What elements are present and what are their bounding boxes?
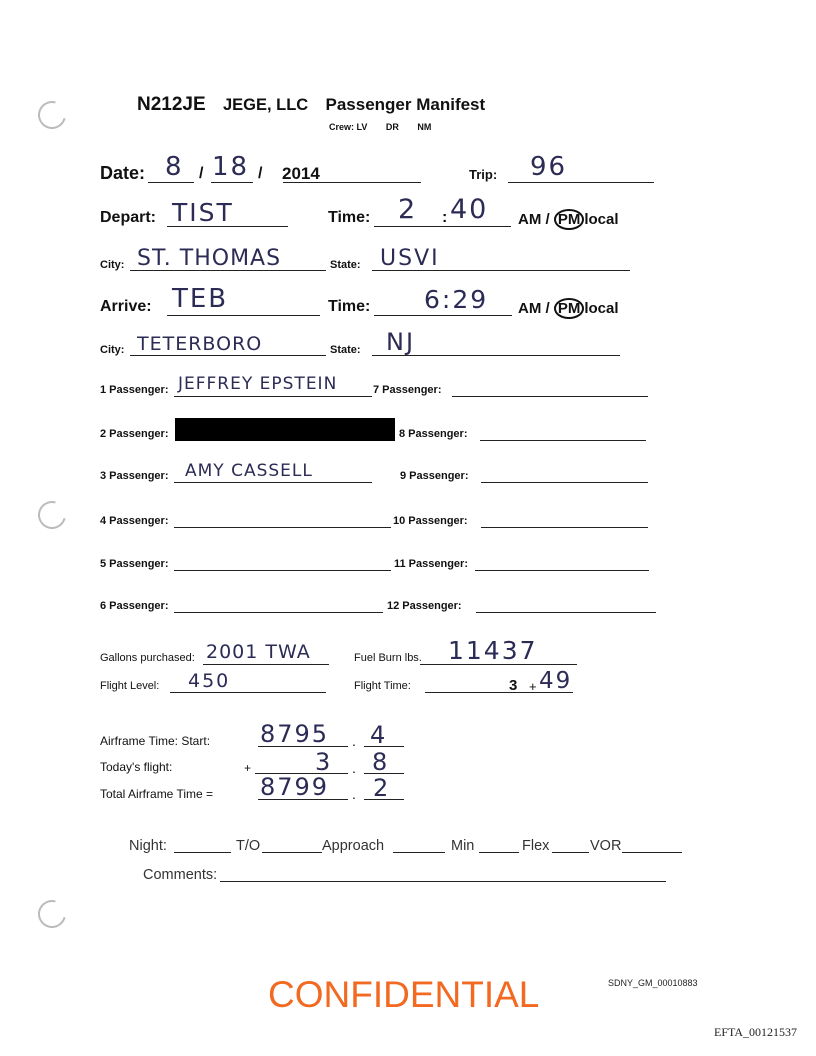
flight-time-label: Flight Time: (354, 680, 411, 692)
decimal-point: . (352, 760, 356, 776)
passenger-9-label: 9 Passenger: (400, 470, 469, 482)
arrive-city: TETERBORO (137, 333, 263, 355)
depart-minute: 40 (450, 194, 489, 225)
header-title (137, 94, 485, 116)
total-airframe-whole: 8799 (260, 773, 330, 801)
passenger-3-label: 3 Passenger: (100, 470, 169, 482)
total-airframe-decimal: 2 (373, 774, 391, 802)
gallons-label: Gallons purchased: (100, 652, 195, 664)
crew-label: Crew: (329, 122, 355, 132)
todays-flight-whole: 3 (315, 748, 333, 776)
depart-ampm (518, 209, 619, 230)
decimal-point: . (352, 733, 356, 749)
airframe-start-whole: 8795 (260, 720, 330, 748)
takeoff-label: T/O (236, 838, 261, 854)
crew-member: DR (385, 122, 399, 132)
depart-state-label: State: (330, 259, 361, 271)
total-airframe-label: Total Airframe Time = (100, 787, 214, 801)
passenger-5-label: 5 Passenger: (100, 558, 169, 570)
depart-label: Depart: (100, 209, 157, 226)
passenger-11-label: 11 Passenger: (394, 558, 468, 570)
crew-member: LV (356, 122, 368, 132)
night-label: Night: (129, 838, 167, 854)
arrive-time: 6:29 (424, 285, 489, 314)
flight-time-hours: 3 (509, 677, 518, 694)
todays-flight-label: Today's flight: (100, 760, 173, 774)
arrive-state: NJ (386, 328, 416, 356)
date-separator: / (258, 165, 263, 182)
am-option: AM (518, 300, 542, 317)
passenger-12-label: 12 Passenger: (387, 600, 462, 612)
passenger-1-label: 1 Passenger: (100, 384, 169, 396)
fuel-burn-label: Fuel Burn lbs. (354, 652, 422, 664)
binder-hole-bottom (33, 895, 71, 933)
arrive-ampm (518, 298, 619, 319)
passenger-4-label: 4 Passenger: (100, 515, 169, 527)
crew-line (329, 122, 431, 132)
tail-number: N212JE (137, 94, 206, 115)
pm-option-circled: PM (554, 209, 585, 230)
todays-flight-decimal: 8 (372, 748, 390, 776)
confidential-stamp: CONFIDENTIAL (268, 974, 540, 1015)
passenger-8-label: 8 Passenger: (399, 428, 468, 440)
vor-label: VOR (590, 838, 622, 854)
date-label: Date: (100, 163, 146, 183)
efta-number: EFTA_00121537 (714, 1025, 798, 1039)
date-day: 18 (212, 152, 250, 182)
passenger-2-label: 2 Passenger: (100, 428, 169, 440)
company-name: JEGE, LLC (222, 96, 309, 114)
flight-time-plus: + (529, 679, 537, 694)
flex-label: Flex (522, 838, 550, 854)
local-label: local (584, 211, 619, 228)
decimal-point: . (352, 786, 356, 802)
date-separator: / (199, 165, 204, 182)
depart-time-label: Time: (328, 209, 371, 226)
comments-label: Comments: (143, 867, 218, 883)
pm-option-circled: PM (554, 298, 585, 319)
am-option: AM (518, 211, 542, 228)
flight-time-minutes: 49 (539, 668, 573, 694)
redaction-bar (175, 418, 395, 441)
ampm-separator: / (545, 300, 550, 317)
gallons-value: 2001 TWA (206, 641, 311, 663)
document-title: Passenger Manifest (325, 95, 486, 114)
binder-hole-top (33, 96, 71, 134)
depart-state: USVI (380, 246, 440, 271)
arrive-state-label: State: (330, 344, 361, 356)
ampm-separator: / (545, 211, 550, 228)
todays-flight-plus: + (244, 761, 252, 775)
local-label: local (584, 300, 619, 317)
airframe-start-label: Airframe Time: Start: (100, 734, 211, 748)
arrive-label: Arrive: (100, 298, 152, 315)
depart-hour: 2 (398, 194, 418, 225)
passenger-10-label: 10 Passenger: (393, 515, 468, 527)
min-label: Min (451, 838, 475, 854)
arrive-time-label: Time: (328, 298, 371, 315)
depart-city-label: City: (100, 259, 125, 271)
airframe-start-decimal: 4 (370, 721, 388, 749)
arrive-city-label: City: (100, 344, 125, 356)
passenger-3-name: AMY CASSELL (185, 461, 313, 481)
time-colon: : (442, 209, 448, 226)
passenger-6-label: 6 Passenger: (100, 600, 169, 612)
flight-level-value: 450 (188, 670, 231, 692)
flight-level-label: Flight Level: (100, 680, 160, 692)
depart-airport: TIST (172, 198, 234, 227)
passenger-1-name: JEFFREY EPSTEIN (178, 374, 338, 394)
trip-number: 96 (530, 152, 568, 182)
fuel-burn-value: 11437 (448, 636, 538, 665)
passenger-7-label: 7 Passenger: (373, 384, 442, 396)
date-month: 8 (165, 152, 184, 182)
trip-label: Trip: (469, 167, 498, 182)
date-year: 2014 (282, 164, 320, 183)
binder-hole-middle (33, 496, 71, 534)
approach-label: Approach (322, 838, 385, 854)
bates-number: SDNY_GM_00010883 (608, 978, 698, 988)
depart-city: ST. THOMAS (137, 246, 282, 271)
crew-member: NM (417, 122, 432, 132)
arrive-airport: TEB (172, 284, 229, 314)
